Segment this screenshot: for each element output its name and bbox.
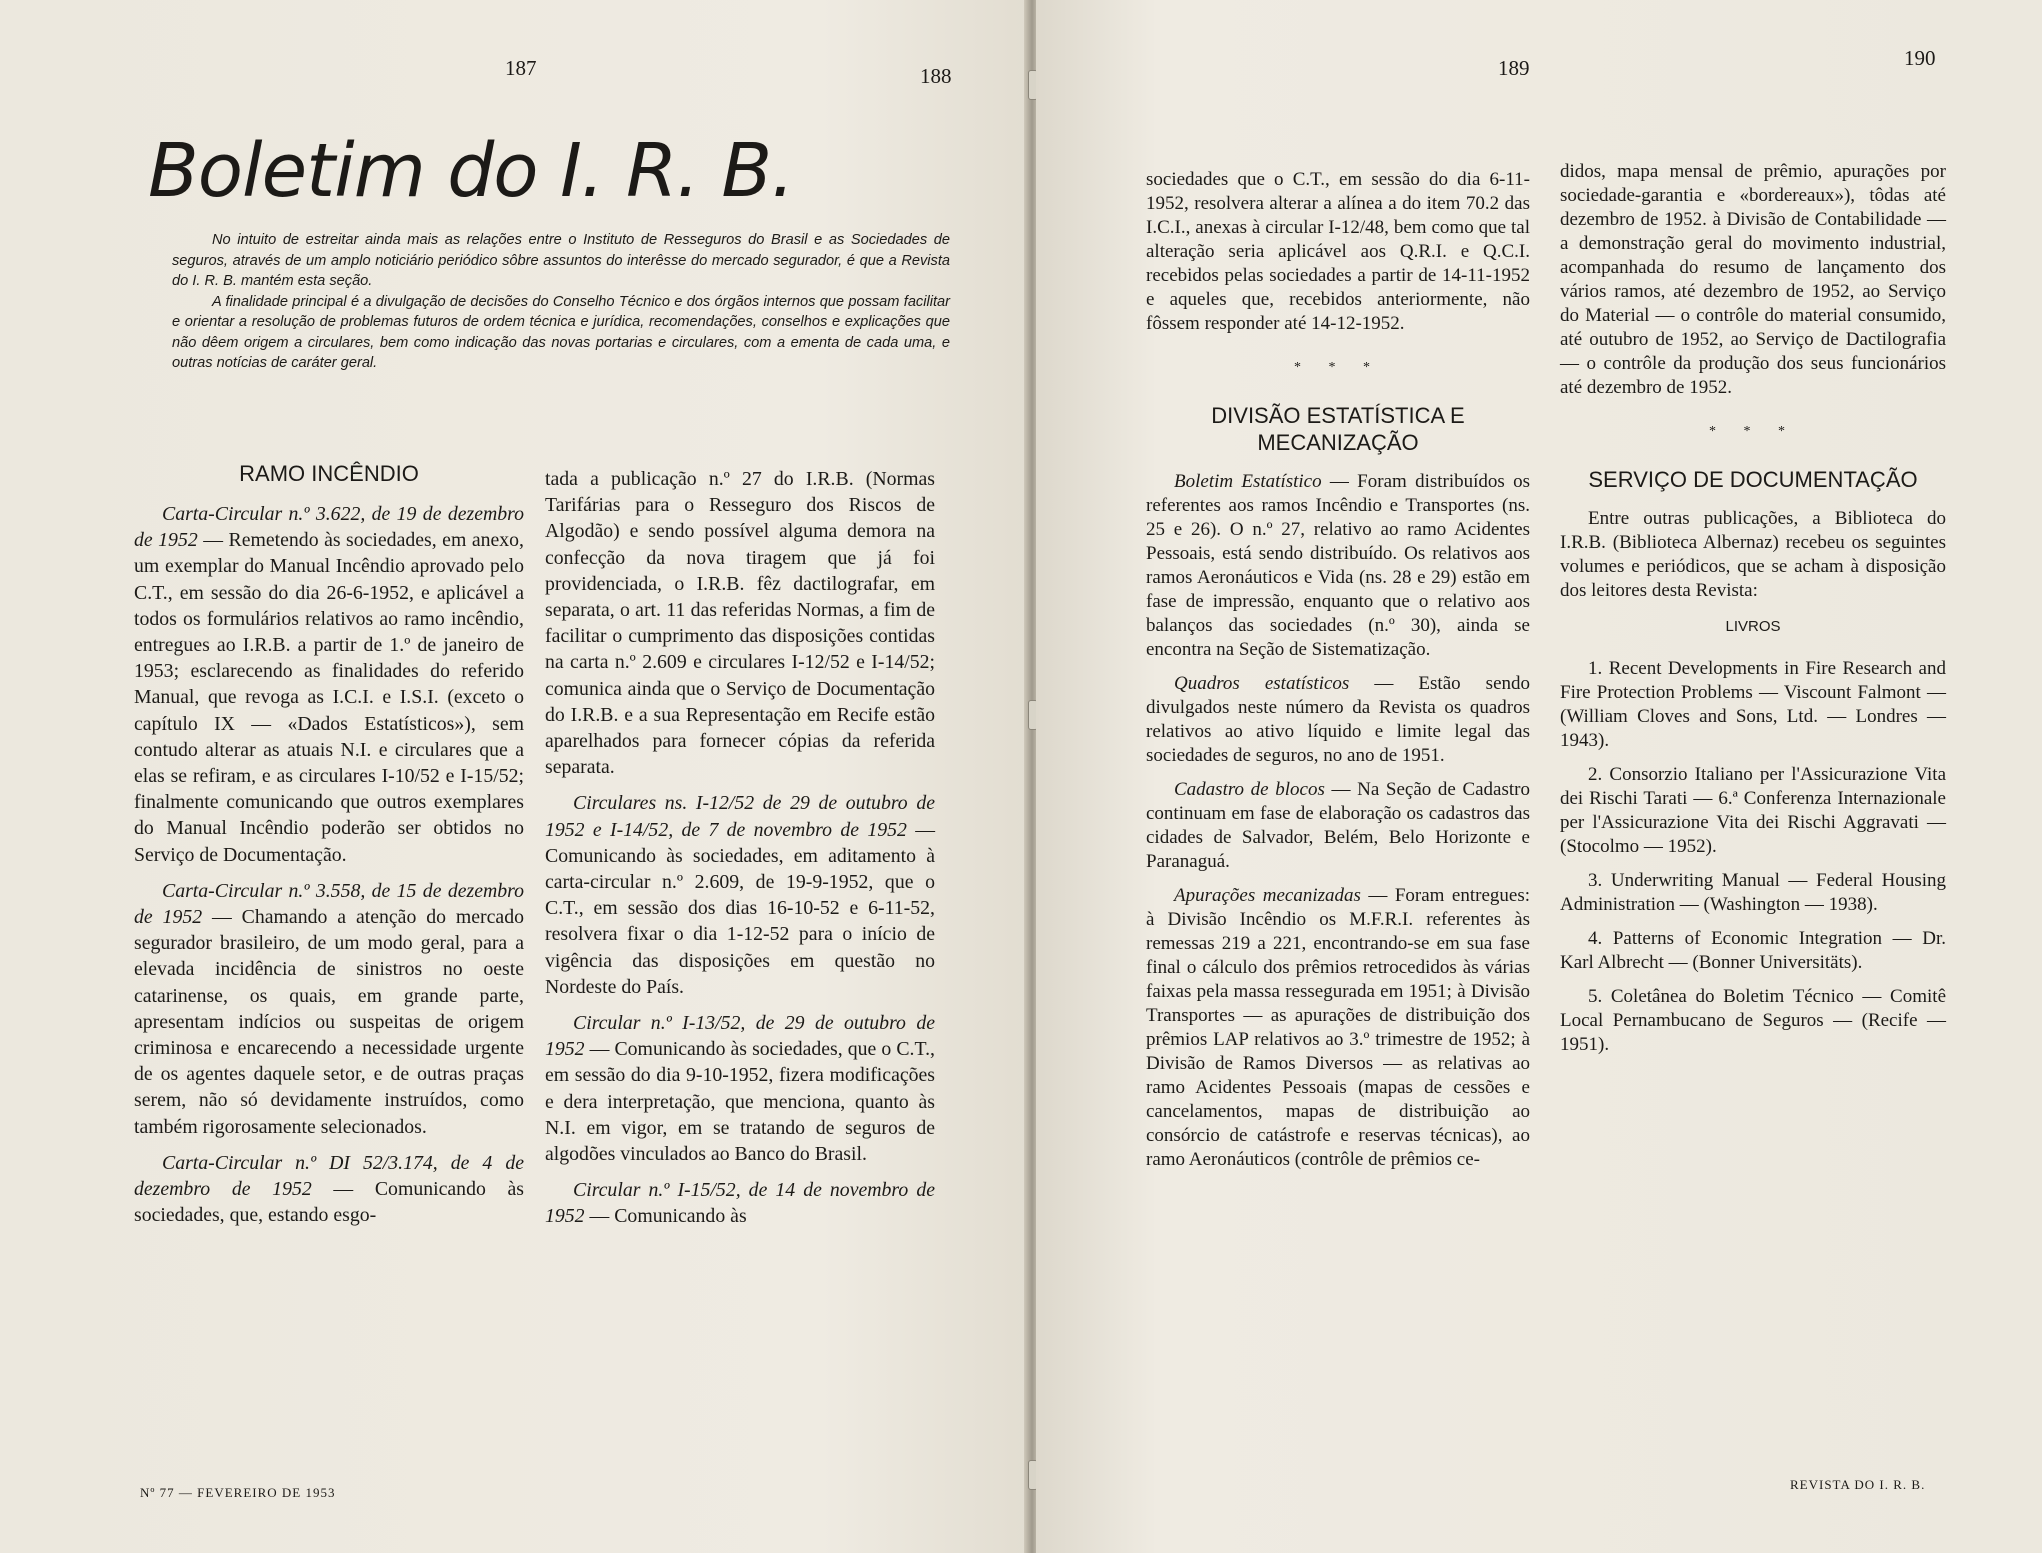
book-item: 1. Recent Developments in Fire Research and Fire Protection Problems — Viscount Falmont — (William Cloves and Sons, Ltd. — Londres — 1943). [1560, 658, 1946, 751]
continued-paragraph: sociedades que o C.T., em sessão do dia 6-11-1952, resolvera alterar a alínea a do item 70.2 das I.C.I., anexas à circular I-12/48, bem como que tal alteração seria aplicável aos Q.R.I. e Q.C.I. recebidos pelas sociedades a partir de 14-11-1952 e aqueles que, recebidos anteriormente, não fôssem responder até 14-12-1952. [1146, 169, 1530, 334]
column-1 [134, 460, 524, 1238]
page-number-190: 190 [1904, 46, 1936, 70]
entry-paragraph: Quadros estatísticos — Estão sendo divulgados neste número da Revista os quadros relativos ao ativo líquido e limite legal das sociedades de seguros, no ano de 1951. [1146, 673, 1531, 766]
entry-paragraph: Circular n.º I-13/52, de 29 de outubro de 1952 — Comunicando às sociedades, que o C.T., em sessão do dia 9-10-1952, fizera modificações e dera interpretação, que menciona, quanto às N.I. em vigor, em se tratando de seguros de algodões vinculados ao Banco do Brasil. [545, 1012, 935, 1166]
section-heading-divisao-estatistica: DIVISÃO ESTATÍSTICA E MECANIZAÇÃO [1211, 403, 1465, 455]
page-number-187: 187 [505, 56, 537, 80]
book-item: 4. Patterns of Economic Integration — Dr. Karl Albrecht — (Bonner Universitäts). [1560, 928, 1946, 973]
footer-issue: Nº 77 — FEVEREIRO DE 1953 [140, 1485, 336, 1500]
entry-paragraph: Cadastro de blocos — Na Seção de Cadastro continuam em fase de elaboração os cadastros das cidades de Salvador, Belém, Belo Horizonte e Paranaguá. [1146, 779, 1530, 872]
entry-paragraph: Carta-Circular n.º DI 52/3.174, de 4 de dezembro de 1952 — Comunicando às sociedades, que, estando esgo- [134, 1151, 524, 1227]
page-number-188: 188 [920, 64, 952, 88]
continued-paragraph: didos, mapa mensal de prêmio, apurações por sociedade-garantia e «bordereaux»), tôdas até dezembro de 1952. à Divisão de Contabilidade — a demonstração geral do movimento industrial, acompanhada do resumo de lançamento dos vários ramos, até dezembro de 1952, ao Serviço do Material — o contrôle do material consumido, até outubro de 1952, ao Serviço de Dactilografia — o contrôle da produção dos seus funcionários até dezembro de 1952. [1560, 161, 1946, 398]
book-item: 2. Consorzio Italiano per l'Assicurazione Vita dei Rischi Tarati — 6.ª Conferenza Internazionale per l'Assicurazione Vita dei Rischi Aggravati — (Stocolmo — 1952). [1560, 764, 1946, 857]
section-separator: * * * [1294, 360, 1382, 375]
column-2 [545, 466, 935, 1240]
page-title: Boletim do I. R. B. [148, 128, 794, 214]
book-item: 3. Underwriting Manual — Federal Housing Administration — (Washington — 1938). [1560, 870, 1946, 915]
entry-paragraph: Apurações mecanizadas — Foram entregues: à Divisão Incêndio os M.F.R.I. referentes às remessas 219 a 221, encontrando-se em sua fase final o cálculo dos prêmios retrocedidos às várias faixas pela massa ressegurada em 1951; à Divisão Transportes — as apurações de distribuição dos prêmios LAP relativos ao 3.º trimestre de 1952; à Divisão de Ramos Diversos — as relativas ao ramo Acidentes Pessoais (mapas de cessões e cancelamentos, mapas de distribuição ao consórcio de catástrofe e reservas técnicas), ao ramo Aeronáuticos (contrôle de prêmios ce- [1146, 885, 1530, 1170]
entry-paragraph: Carta-Circular n.º 3.622, de 19 de dezembro de 1952 — Remetendo às sociedades, em anexo, um exemplar do Manual Incêndio aprovado pelo C.T., em sessão do dia 26-6-1952, e aplicável a todos os formulários relativos ao ramo incêndio, entregues ao I.R.B. a partir de 1.º de janeiro de 1953; esclarecendo as finalidades do referido Manual, que revoga as I.C.I. e I.S.I. (exceto o capítulo IX — «Dados Estatísticos»), sem contudo alterar as atuais N.I. e circulares que a elas se refiram, e as circulares I-10/52 e I-15/52; finalmente comunicando que outros exemplares do Manual Incêndio poderão ser obtidos no Serviço de Documentação. [134, 503, 524, 866]
entry-paragraph: tada a publicação n.º 27 do I.R.B. (Normas Tarifárias para o Resseguro dos Riscos de Algodão) e sendo possível alguma demora na confecção da nova tiragem que já foi providenciada, o I.R.B. fêz dactilografar, em separata, o art. 11 das referidas Normas, a fim de facilitar o cumprimento das disposições contidas na carta n.º 2.609 e circulares I-12/52 e I-14/52; comunica ainda que o Serviço de Documentação do I.R.B. e a sua Representação em Recife estão aparelhados para fornecer cópias da referida separata. [545, 468, 935, 779]
column-3 [1146, 168, 1530, 1182]
entry-paragraph: Carta-Circular n.º 3.558, de 15 de dezembro de 1952 — Chamando a atenção do mercado segurador brasileiro, de um modo geral, para a elevada incidência de sinistros no oeste catarinense, os quais, em grande parte, apresentam indícios ou suspeitas de origem criminosa e encarecendo a necessidade urgente de os agentes daquele setor, e de outras praças serem, não só devidamente instruídos, como também rigorosamente selecionados. [134, 879, 524, 1138]
books-subheading: LIVROS [1725, 618, 1781, 635]
footer-magazine: REVISTA DO I. R. B. [1790, 1477, 1926, 1492]
section-separator: * * * [1709, 424, 1797, 439]
column-4 [1560, 160, 1946, 1067]
entry-paragraph: Circular n.º I-15/52, de 14 de novembro de 1952 — Comunicando às [545, 1179, 935, 1228]
intro-paragraph-1: No intuito de estreitar ainda mais as relações entre o Instituto de Resseguros do Brasil e as Sociedades de seguros, através de um amplo noticiário periódico sôbre assuntos do interêsse do mercado segurador, é que a Revista do I. R. B. mantém esta seção. [172, 232, 950, 289]
book-item: 5. Coletânea do Boletim Técnico — Comitê Local Pernambucano de Seguros — (Recife — 1951). [1560, 986, 1946, 1055]
section-heading-servico-documentacao: SERVIÇO DE DOCUMENTAÇÃO [1588, 467, 1918, 492]
section-heading-ramo-incendio: RAMO INCÊNDIO [239, 461, 419, 486]
page-number-189: 189 [1498, 56, 1530, 80]
intro-text [172, 230, 950, 374]
library-intro: Entre outras publicações, a Biblioteca do I.R.B. (Biblioteca Albernaz) recebeu os seguintes volumes e periódicos, que se acham à disposição dos leitores desta Revista: [1560, 508, 1946, 601]
entry-paragraph: Boletim Estatístico — Foram distribuídos os referentes aos ramos Incêndio e Transportes (ns. 25 e 26). O n.º 27, relativo ao ramo Acidentes Pessoais, está sendo distribuído. Os relativos aos ramos Aeronáuticos e Vida (ns. 28 e 29) estão em fase de impressão, enquanto que o relativo aos balanços das sociedades (n.º 30), ainda se encontra na Seção de Sistematização. [1146, 471, 1530, 660]
entry-paragraph: Circulares ns. I-12/52 de 29 de outubro de 1952 e I-14/52, de 7 de novembro de 1952 — Comunicando às sociedades, em aditamento à carta-circular n.º 2.609, de 19-9-1952, que o C.T., em sessão dos dias 16-10-52 e 6-11-52, resolvera fixar o dia 1-12-52 para o início de vigência das disposições em questão no Nordeste do País. [545, 792, 936, 998]
intro-paragraph-2: A finalidade principal é a divulgação de decisões do Conselho Técnico e dos órgãos internos que possam facilitar e orientar a resolução de problemas futuros de ordem técnica e jurídica, recomendações, conselhos e explicações que não dêem origem a circulares, bem como indicação das novas portarias e circulares, com a ementa de cada uma, e outras notícias de caráter geral. [172, 293, 950, 371]
right-page [1036, 0, 2042, 1553]
